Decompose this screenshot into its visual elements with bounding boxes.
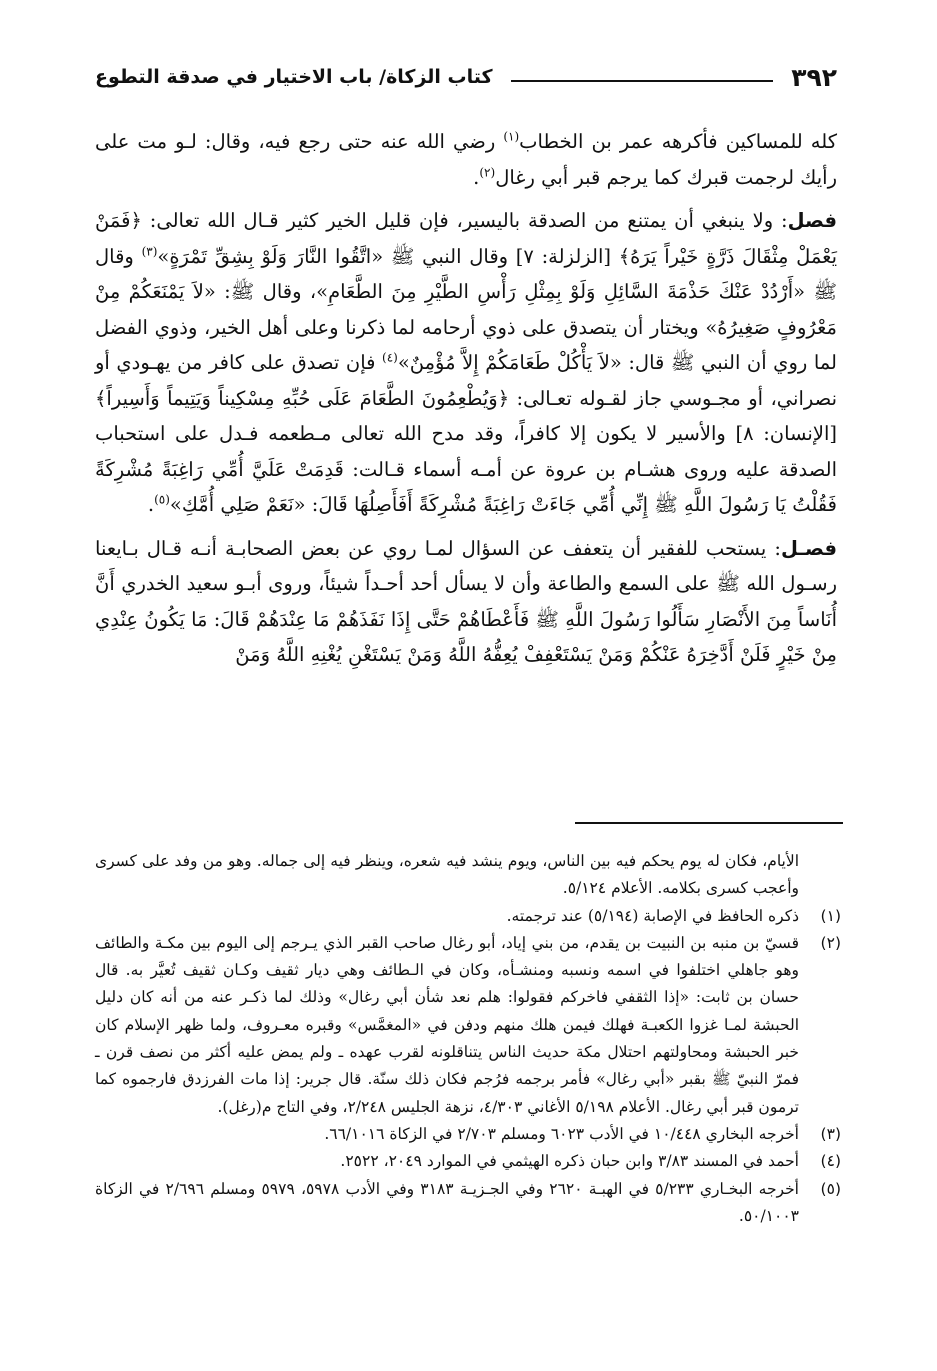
footnote-continuation: الأيام، فكان له يوم يحكم فيه بين الناس، ويوم ينشد فيه شعره، وينظر فيه إلى جماله. وهو من وفد على كسرى وأعجب كسرى بكلامه. الأعلام ٥/١٢٤. [95,852,799,898]
footnote-number: (٥) [820,1179,841,1198]
text-run: وقال ﷺ «أَرْدُدْ عَنْكَ حَذْمَةَ السَّائِلِ وَلَوْ بِمِثْلِ رَأْسِ الطَّيْرِ مِنَ الطَّعَامِ»، وقال ﷺ: «لاَ يَمْنَعَكُمْ مِنْ مَعْرُوفٍ صَغِيرُهُ» ويختار أن يتصدق على ذوي أرحامه لما ذكرنا وعلى أهل الخير، وذوي الفضل لما روي أن النبي ﷺ قال: «لاَ يَأْكُلْ طَعَامَكُمْ إِلاَّ مُؤْمِنٌ» [95,244,837,374]
paragraph-3 [95,531,837,673]
footnote-number: (٣) [820,1124,841,1143]
running-header [95,60,837,94]
footnote-ref: (٢) [479,165,496,179]
footnote-item [95,1148,841,1175]
footnote-ref: (٥) [154,492,170,507]
footnote-text: أحمد في المسند ٣/٨٣ وابن حبان ذكره الهيثمي في الموارد ٢٠٤٩، ٢٥٢٢. [340,1152,799,1171]
footnote-item [95,1176,841,1231]
footnote-item [95,1121,841,1148]
footnote-ref: (١) [503,129,520,144]
header-rule [511,80,774,82]
footnotes [95,848,841,1230]
text-run: . [147,493,155,516]
section-keyword: فصل [787,209,837,232]
footnote-ref: (٤) [382,350,398,365]
paragraph-1 [95,124,837,195]
chapter-title: كتاب الزكاة/ باب الاختيار في صدقة التطوع [95,66,493,88]
footnote-item [95,930,841,1121]
text-run: رضي الله عنه حتى رجع فيه، وقال: لـو مت على رأيك لرجمت قبرك كما يرجم قبر أبي رغال [95,130,837,189]
text-run: . [473,165,480,189]
footnote-number: (٤) [820,1152,841,1171]
text-run: : ولا ينبغي أن يمتنع من الصدقة باليسير، فإن قليل الخير كثير قـال الله تعالى: ﴿فَمَنْ يَعْمَلْ مِثْقَالَ ذَرَّةٍ خَيْراً يَرَهُ﴾ [الزلزلة: ٧] وقال النبي ﷺ «اتَّقُوا النَّارَ وَلَوْ بِشِقِّ تَمْرَةٍ» [95,209,838,268]
page-number: ٣٩٢ [791,62,837,92]
paragraph-2 [95,203,837,523]
footnote-text: قسيّ بن منبه بن النبيت بن يقدم، من بني إياد، أبو رغال صاحب القبر الذي يـرجم إلى اليوم بين مكـة والطائف وهو جاهلي اختلفوا في اسمه ونسبه ومنشـأه، وكان في الـطائف وهي ديار ثقيف وكـان ثقيف تُعيَّر به. قال حسان بن ثابت: «إذا الثقفي فاخركم فقولوا: هلم نعد شأن أبي رغال» وذلك لما ذكـر عنه من أنه كان دليل الحبشة لمـا غزوا الكعبـة فهلك فيمن هلك منهم ودفن في «المغمَّس» وقبره معـروف، ولما ظهر الإسلام كان خبر الحبشة ومحاولتهم احتلال مكة حديث الناس يتناقلونه لقرب عهده ـ ولم يمض عليه أكثر من نصف قرن ـ فمرّ النبيّ ﷺ بقبر «أبي رغال» فأمر برجمه فرُجم فكان ذلك سنّة. قال جرير: إذا مات الفرزدق فارجموه كما ترمون قبر أبي رغال. الأعلام ٥/١٩٨ الأغاني ٤/٣٠٣، نزهة الجليس ٢/٢٤٨، وفي التاج م(رغل). [95,933,799,1116]
text-run: كله للمساكين فأكرهه عمر بن الخطاب [519,130,837,153]
footnote-separator [575,822,843,824]
footnote-number: (٢) [820,933,841,952]
main-text [95,124,837,673]
section-keyword: فصـل [780,536,837,560]
text-run: : يستحب للفقير أن يتعفف عن السؤال لمـا روي عن بعض الصحابـة أنـه قـال بـايعنا رسـول الله ﷺ على السمع والطاعة وأن لا يسأل أحد أحـداً شيئاً، وروى أبـو سعيد الخدري أَنَّ أُنَاساً مِنَ الأَنْصَارِ سَأَلُوا رَسُولَ اللَّهِ ﷺ فَأَعْطَاهُمْ حَتَّى إِذَا نَفَذَهُمْ مَا عِنْدَهُمْ قَالَ: مَا يَكُونُ عِنْدِي مِنْ خَيْرٍ فَلَنْ أَدَّخِرَهُ عَنْكُمْ وَمَنْ يَسْتَعْفِفْ يُعِفُّهُ اللَّهُ وَمَنْ يَسْتَغْنِ يُغْنِهِ اللَّهُ وَمَنْ [95,536,837,666]
footnote-text: أخرجه البخـاري ٥/٢٣٣ في الهبـة ٢٦٢٠ وفي الجـزيـة ٣١٨٣ وفي الأدب ٥٩٧٨، ٥٩٧٩ ومسلم ٢/٦٩٦ في الزكاة ٥٠/١٠٠٣. [95,1179,799,1225]
footnote-number: (١) [820,906,841,925]
text-run: فإن تصدق على كافر من يهـودي أو نصراني، أو مجـوسي جاز لقـوله تعـالى: ﴿وَيُطْعِمُونَ الطَّعَامَ عَلَى حُبِّهِ مِسْكِيناً وَيَتِيماً وَأَسِيراً﴾ [الإنسان: ٨] والأسير لا يكون إلا كافراً، وقد مدح الله تعالى مـطعمه فـدل على استحباب الصدقة عليه وروى هشـام بن عروة عن أمـه أسماء قـالت: قَدِمَتْ عَلَيَّ أُمِّي رَاغِبَةً مُشْرِكَةً فَقُلْتُ يَا رَسُولَ اللَّهِ ﷺ إِنِّي أُمِّي جَاءَتْ رَاغِبَةً مُشْرِكَةً أَفَأَصِلُهَا قَالَ: «نَعَمْ صَلِي أُمَّكِ» [95,351,838,516]
footnote-item [95,903,841,930]
footnote-text: ذكره الحافظ في الإصابة (٥/١٩٤) عند ترجمته. [506,906,799,925]
footnote-ref: (٣) [141,244,158,258]
footnote-text: أخرجه البخاري ١٠/٤٤٨ في الأدب ٦٠٢٣ ومسلم ٢/٧٠٣ في الزكاة ٦٦/١٠١٦. [324,1124,799,1143]
